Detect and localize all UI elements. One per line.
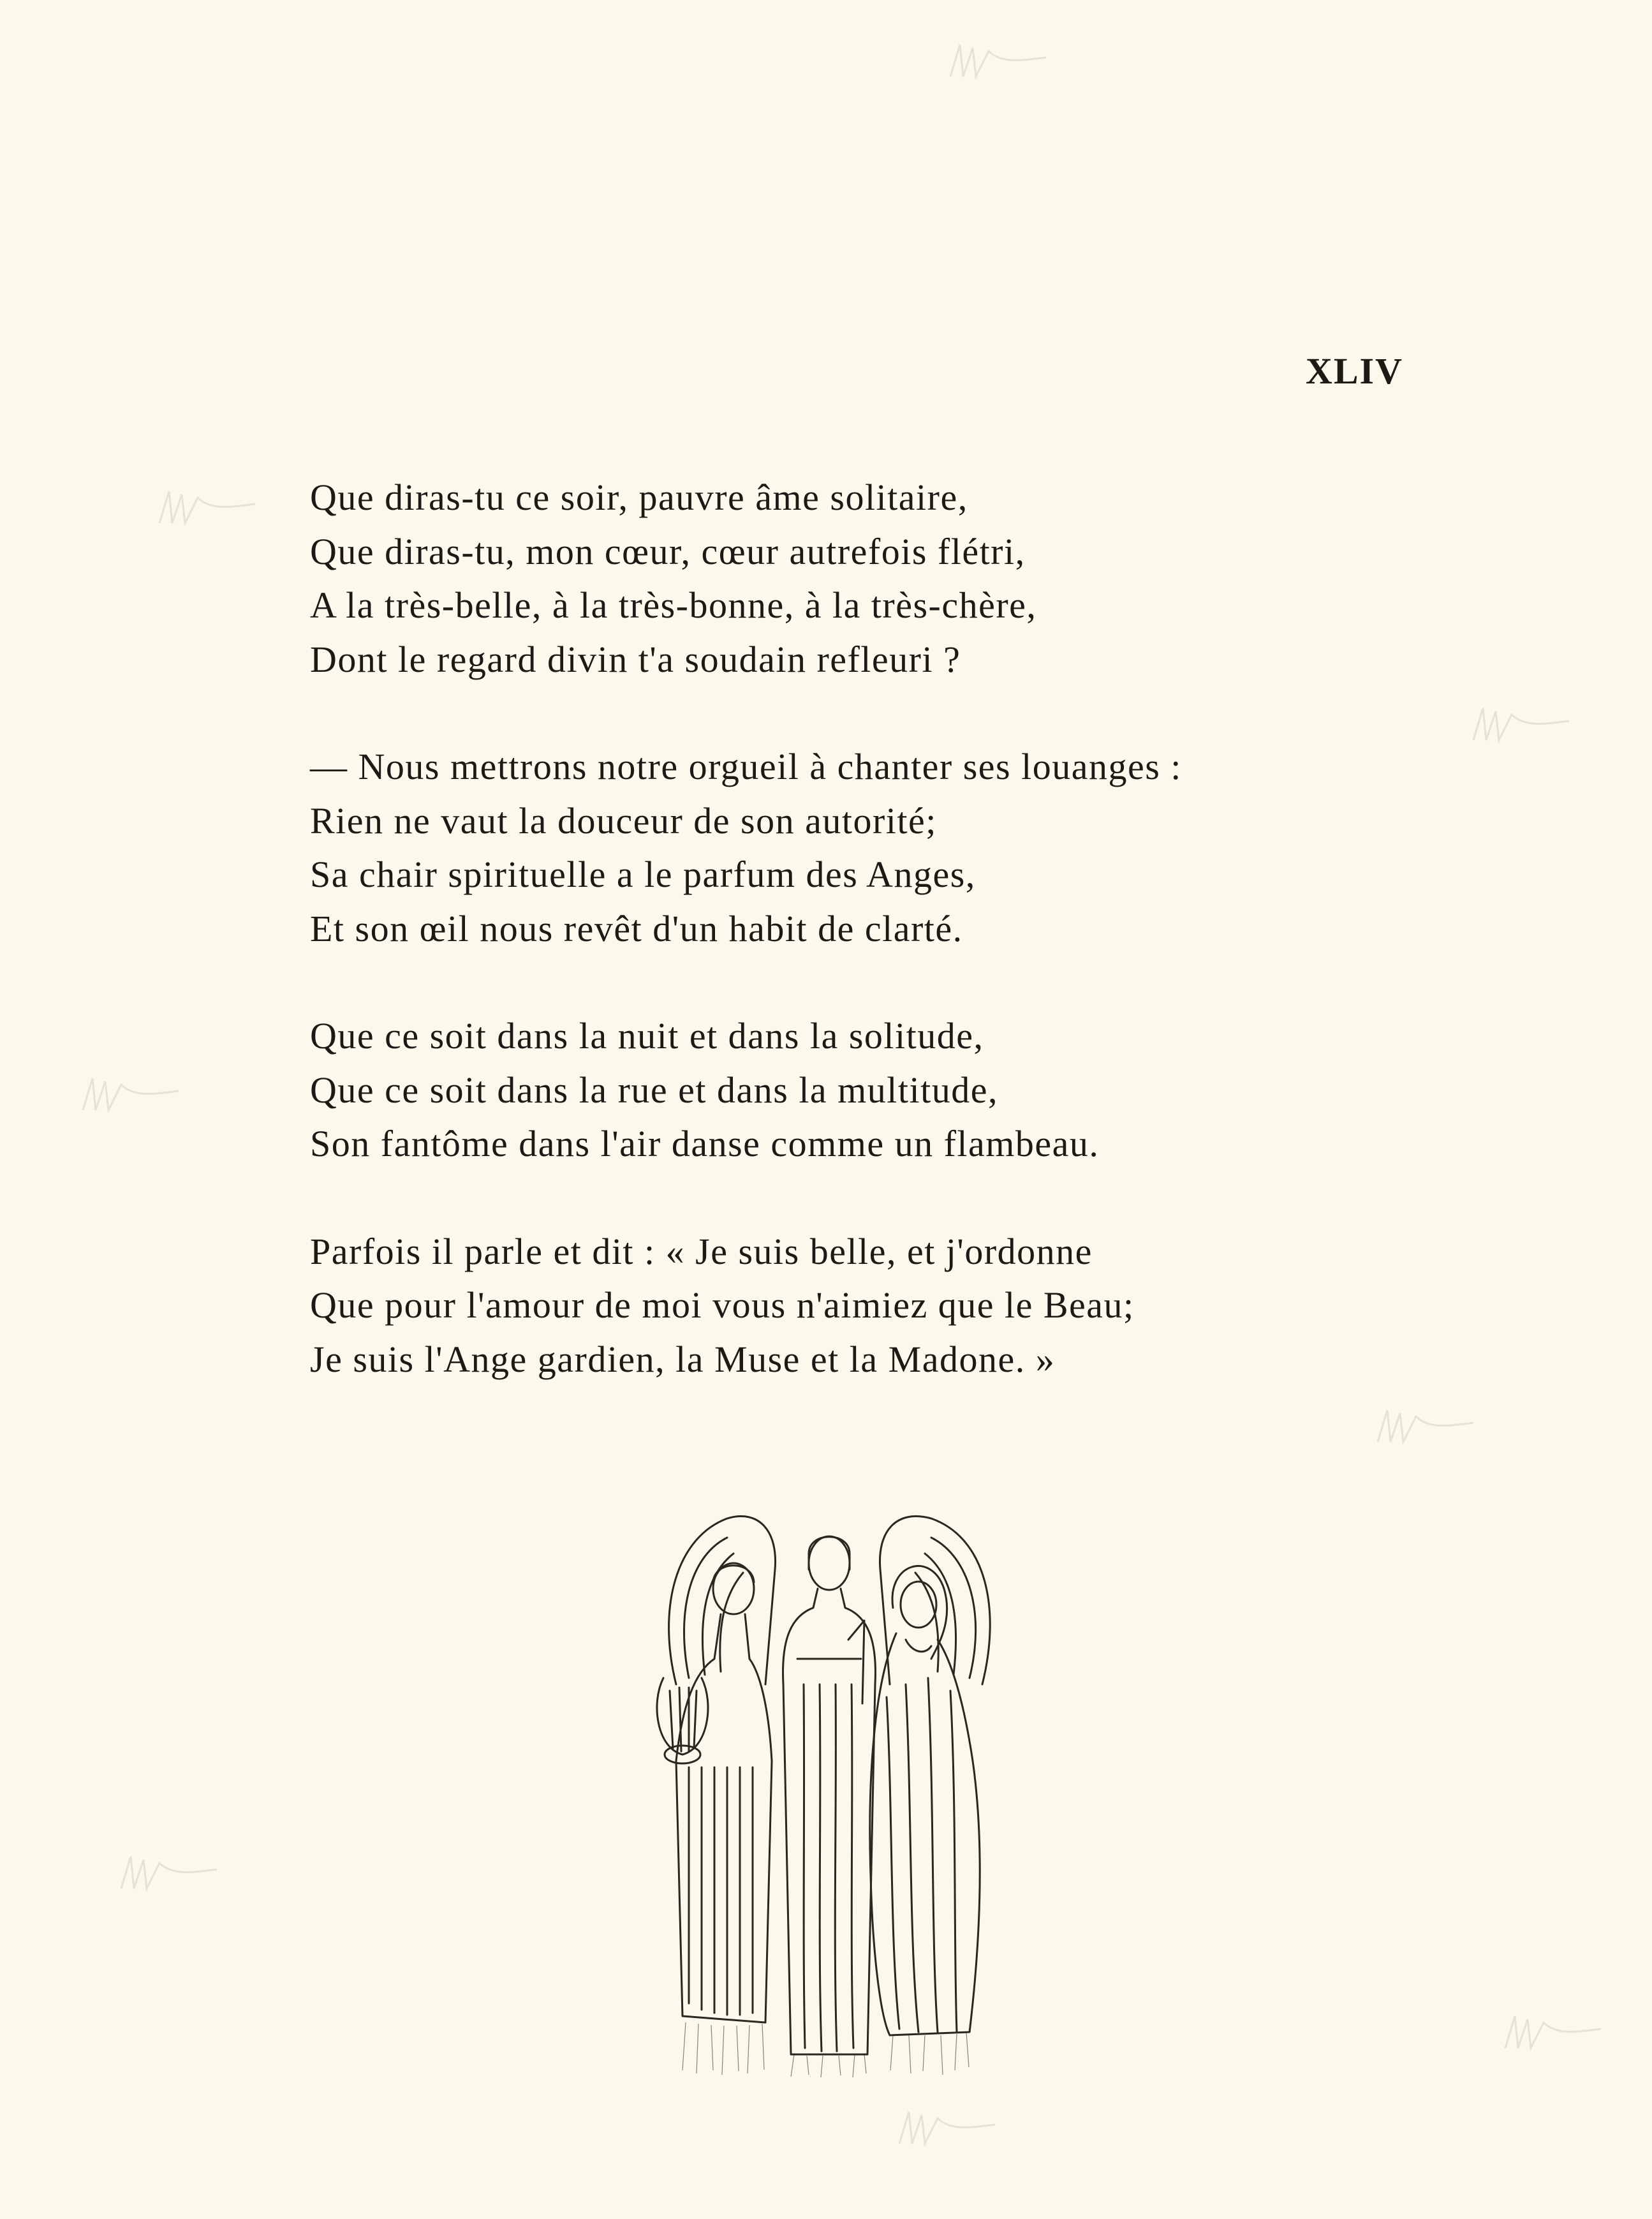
poem-line: Rien ne vaut la douceur de son autorité; (310, 799, 937, 842)
stanza-3 (310, 1009, 1458, 1171)
poem-text (310, 471, 1458, 1386)
poem-line: Que diras-tu, mon cœur, cœur autrefois flétri, (310, 530, 1026, 572)
poem-line: Son fantôme dans l'air danse comme un flambeau. (310, 1123, 1100, 1164)
watermark-icon (115, 1850, 223, 1901)
stanza-4 (310, 1225, 1458, 1387)
poem-line: Et son œil nous revêt d'un habit de clarté. (310, 907, 963, 949)
poem-line: Que ce soit dans la rue et dans la multitude, (310, 1069, 998, 1111)
poem-line: Sa chair spirituelle a le parfum des Anges, (310, 854, 976, 895)
stanza-1 (310, 471, 1458, 686)
poem-line: Que pour l'amour de moi vous n'aimiez que le Beau; (310, 1284, 1135, 1326)
watermark-icon (1371, 1404, 1480, 1455)
poem-line: Parfois il parle et dit : « Je suis belle, et j'ordonne (310, 1230, 1093, 1272)
poem-line: Que ce soit dans la nuit et dans la solitude, (310, 1015, 984, 1057)
watermark-icon (1499, 2010, 1607, 2061)
center-figure-head (809, 1536, 850, 1590)
right-figure-head (901, 1582, 936, 1628)
watermark-icon (1467, 702, 1575, 753)
watermark-icon (77, 1072, 185, 1123)
poem-numeral: XLIV (1305, 350, 1403, 392)
watermark-icon (944, 38, 1052, 89)
stanza-2 (310, 740, 1458, 956)
lyre-icon (657, 1678, 708, 1755)
three-angels-illustration (638, 1493, 1021, 2080)
watermark-icon (153, 485, 262, 536)
poem-line: — Nous mettrons notre orgueil à chanter ses louanges : (310, 746, 1182, 787)
poem-line: Que diras-tu ce soir, pauvre âme solitaire, (310, 477, 968, 518)
poem-line: A la très-belle, à la très-bonne, à la très-chère, (310, 584, 1037, 626)
poem-line: Dont le regard divin t'a soudain refleuri ? (310, 638, 961, 680)
poem-line: Je suis l'Ange gardien, la Muse et la Madone. » (310, 1338, 1056, 1380)
watermark-icon (893, 2105, 1001, 2156)
